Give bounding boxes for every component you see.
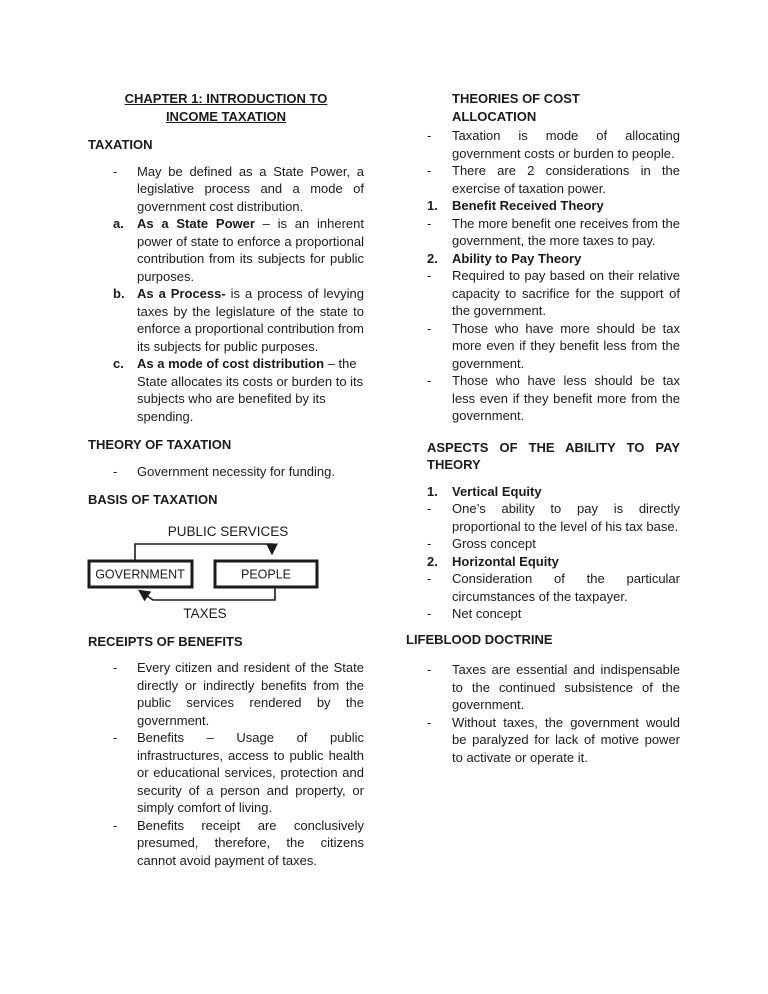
list-item [406,500,680,535]
item-text: Consideration of the particular circumstances of the taxpayer. [452,571,680,604]
item-marker: - [427,536,432,551]
item-text: Taxes are essential and indispensable to the continued subsistence of the government. [452,662,680,712]
public-services-label: PUBLIC SERVICES [167,523,289,539]
item-text: Taxation is mode of allocating government costs or burden to people. [452,128,680,161]
item-lead: As a Process- [137,286,226,301]
taxes-arrow [140,588,275,600]
item-text [137,215,364,285]
heading-basis-of-taxation: BASIS OF TAXATION [88,492,218,507]
item-marker: - [427,606,432,621]
item-text: Every citizen and resident of the State directly or indirectly benefits from the public services rendered by the government. [137,660,364,728]
basis-of-taxation-diagram [86,518,364,622]
item-marker: - [427,163,432,178]
people-label: PEOPLE [240,567,292,581]
list-item [406,553,680,571]
item-text: Benefits – Usage of public infrastructures, access to public health or educational services, protection and security of a person and property, or simply comfort of living. [137,730,364,815]
heading-receipts-of-benefits: RECEIPTS OF BENEFITS [88,633,243,649]
left-column [88,90,364,869]
item-marker: - [113,817,118,833]
list-item [406,372,680,425]
list-item [406,570,680,605]
list-item [406,215,680,250]
list-item [88,355,364,425]
list-item [406,714,680,767]
item-lead: As a State Power [137,216,255,231]
item-text [137,355,364,425]
list-item [88,659,364,729]
item-text: Gross concept [452,536,536,551]
item-text [452,197,680,215]
item-text: Benefits receipt are conclusively presumed, therefore, the citizens cannot avoid payment of taxes. [137,817,364,868]
heading-taxation: TAXATION [88,137,153,152]
item-marker: - [427,501,432,516]
list-item [406,197,680,215]
item-text: May be defined as a State Power, a legislative process and a mode of government cost distribution. [137,163,364,214]
list-item [406,320,680,373]
item-text: Net concept [452,606,522,621]
item-marker: a. [113,216,124,231]
item-lead: Horizontal Equity [452,553,559,569]
item-text: Those who have less should be tax less even if they benefit more from the government. [452,373,680,423]
heading-aspects-ability-to-pay: ASPECTS OF THE ABILITY TO PAY THEORY [427,439,680,472]
list-item [88,163,364,216]
right-column [406,90,680,869]
list-item [406,535,680,553]
item-lead: Ability to Pay Theory [452,250,582,266]
item-marker: 1. [427,483,438,499]
item-marker: - [427,662,432,677]
item-text-rest: – is an inherent power of state to enforce a proportional contribution from its subjects for public purposes. [137,216,364,284]
list-item [406,483,680,501]
item-text: There are 2 considerations in the exercise of taxation power. [452,163,680,196]
item-text: Without taxes, the government would be paralyzed for lack of motive power to activate or operate it. [452,714,680,765]
list-item [406,250,680,268]
item-marker: - [113,660,118,675]
item-marker: - [427,571,432,586]
item-text-rest: is a process of levying taxes by the legislature of the state to enforce a proportional contribution from its subjects for public purposes. [137,286,364,354]
government-label: GOVERNMENT [95,567,185,581]
item-lead: Vertical Equity [452,483,542,499]
public-services-arrow [135,544,272,560]
item-marker: - [427,215,432,231]
item-lead: Benefit Received Theory [452,198,604,213]
item-marker: - [427,320,432,336]
heading-theory-of-taxation: THEORY OF TAXATION [88,437,232,452]
item-text: Required to pay based on their relative capacity to sacrifice for the support of the government. [452,268,680,318]
item-lead: As a mode of cost distribution [137,356,325,371]
list-item [88,463,364,481]
list-item [406,162,680,197]
list-item [88,285,364,355]
list-item [88,729,364,817]
item-text: Those who have more should be tax more even if they benefit less from the government. [452,320,680,371]
item-marker: 1. [427,198,438,213]
list-item [406,605,680,623]
taxation-flow-diagram [86,518,364,622]
list-item [406,661,680,714]
list-item [406,127,680,162]
item-text [137,285,364,355]
item-marker: - [427,268,432,283]
item-marker: - [427,128,432,143]
heading-lifeblood-doctrine: LIFEBLOOD DOCTRINE [406,631,553,647]
item-marker: 2. [427,553,438,569]
item-marker: - [427,373,432,388]
taxes-label: TAXES [183,605,227,621]
item-marker: - [427,714,432,730]
item-text: The more benefit one receives from the government, the more taxes to pay. [452,215,680,248]
item-text-rest: – the State allocates its costs or burden to its subjects who are benefited by its spending. [137,356,364,424]
item-marker: - [113,730,118,745]
list-item [88,215,364,285]
item-marker: - [113,463,118,479]
item-text [452,553,680,571]
list-item [88,817,364,870]
chapter-title: CHAPTER 1: INTRODUCTION TO INCOME TAXATION [124,91,328,124]
item-marker: 2. [427,250,438,266]
list-item [406,267,680,320]
item-text [452,483,680,501]
item-text: One’s ability to pay is directly proportional to the level of his tax base. [452,501,680,534]
item-marker: b. [113,286,125,301]
item-marker: c. [113,356,124,371]
item-text [452,250,680,268]
heading-theories-of-cost-allocation: THEORIES OF COST ALLOCATION [452,91,580,124]
item-marker: - [113,163,118,179]
item-text: Government necessity for funding. [137,463,335,479]
